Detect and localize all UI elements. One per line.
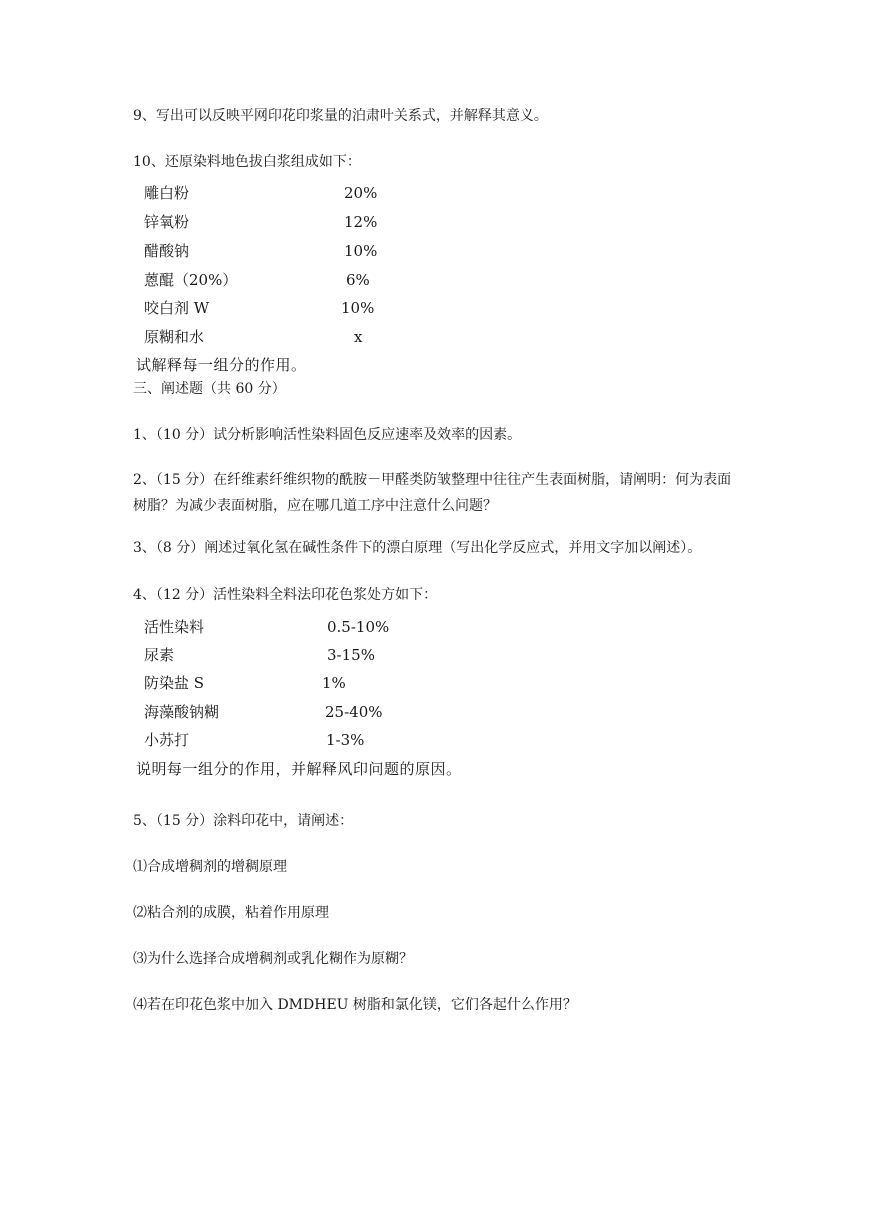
recipe-name: 小苏打: [144, 731, 190, 749]
recipe-amount: 10%: [344, 242, 378, 260]
recipe-name: 醋酸钠: [144, 242, 190, 260]
recipe-amount: 3-15%: [327, 646, 375, 664]
recipe-name: 咬白剂 W: [144, 299, 210, 317]
recipe-amount: 1-3%: [326, 731, 365, 749]
essay-question-5-item-4: ⑷若在印花色浆中加入 DMDHEU 树脂和氯化镁，它们各起什么作用？: [133, 997, 577, 1013]
recipe-name: 海藻酸钠糊: [144, 703, 220, 721]
essay-question-4-note: 说明每一组分的作用，并解释风印问题的原因。: [136, 760, 462, 778]
question-10-note: 试解释每一组分的作用。: [136, 356, 307, 374]
essay-question-5-item-3: ⑶为什么选择合成增稠剂或乳化糊作为原糊？: [133, 951, 413, 967]
recipe-name: 活性染料: [144, 618, 205, 636]
question-10-title: 10、还原染料地色拔白浆组成如下：: [133, 154, 361, 170]
essay-question-5-title: 5、（15 分）涂料印花中，请阐述：: [133, 813, 354, 829]
recipe-name: 雕白粉: [144, 184, 190, 202]
recipe-amount: 25-40%: [325, 703, 383, 721]
recipe-amount: 0.5-10%: [327, 618, 390, 636]
essay-question-4-title: 4、（12 分）活性染料全料法印花色浆处方如下：: [133, 587, 438, 603]
essay-question-2: 2、（15 分）在纤维素纤维织物的酰胺－甲醛类防皱整理中往往产生表面树脂，请阐明：何为表面树脂？为减少表面树脂，应在哪几道工序中注意什么问题？: [133, 472, 732, 514]
section-3-heading: 三、阐述题（共 60 分）: [133, 381, 286, 397]
recipe-amount: 1%: [322, 674, 346, 692]
recipe-name: 防染盐 S: [144, 674, 205, 692]
recipe-name: 原糊和水: [144, 328, 205, 346]
recipe-name: 锌氧粉: [144, 213, 190, 231]
recipe-name: 尿素: [144, 646, 175, 664]
essay-question-3: 3、（8 分）阐述过氧化氢在碱性条件下的漂白原理（写出化学反应式，并用文字加以阐述）。: [133, 540, 702, 556]
recipe-amount: 10%: [341, 299, 375, 317]
recipe-amount: 20%: [344, 184, 378, 202]
question-9: 9、写出可以反映平网印花印浆量的泊肃叶关系式，并解释其意义。: [133, 108, 548, 124]
recipe-amount: 6%: [346, 271, 370, 289]
essay-question-1: 1、（10 分）试分析影响活性染料固色反应速率及效率的因素。: [133, 427, 522, 443]
recipe-name: 蒽醌（20%）: [144, 271, 238, 289]
recipe-amount: 12%: [344, 213, 378, 231]
essay-question-5-item-2: ⑵粘合剂的成膜，粘着作用原理: [133, 905, 329, 921]
essay-question-5-item-1: ⑴合成增稠剂的增稠原理: [133, 859, 287, 875]
recipe-amount: x: [354, 328, 363, 346]
